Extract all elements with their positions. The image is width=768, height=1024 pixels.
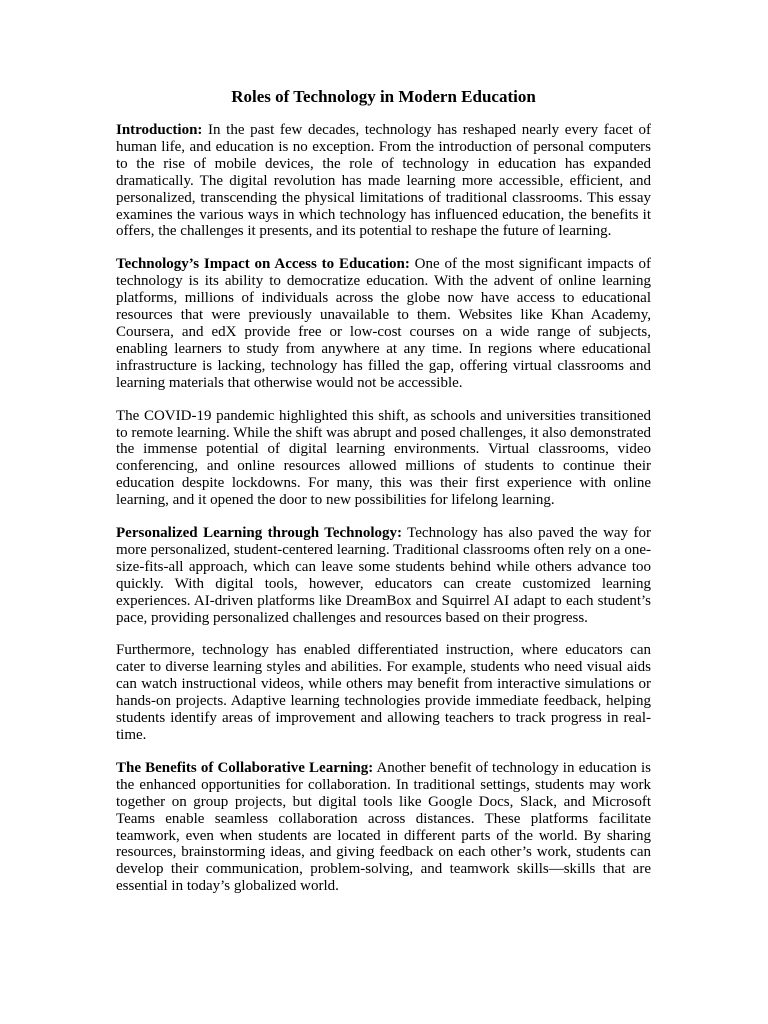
paragraph-heading: Introduction: (116, 122, 203, 138)
paragraph-text: In the past few decades, technology has reshaped nearly every facet of human life, and education is no exception. From the introduction of personal computers to the rise of mobile devices, the role of technology in education has expanded dramatically. The digital revolution has made learning more accessible, efficient, and personalized, transcending the physical limitations of traditional classrooms. This essay examines the various ways in which technology has influenced education, the benefits it offers, the challenges it presents, and its potential to reshape the future of learning. (116, 122, 651, 240)
paragraph-heading: Technology’s Impact on Access to Education: (116, 256, 410, 273)
paragraph-collaborative (116, 760, 651, 895)
paragraph-heading: The Benefits of Collaborative Learning: (116, 759, 374, 776)
paragraph-personalized (116, 525, 651, 626)
document-page (116, 86, 651, 911)
paragraph-text: Technology has also paved the way for more personalized, student-centered learning. Traditional classrooms often rely on a one-size-fits-all approach, which can leave some students behind while others advance too quickly. With digital tools, however, educators can create customized learning experiences. AI-driven platforms like DreamBox and Squirrel AI adapt to each student’s pace, providing personalized challenges and resources based on their progress. (116, 525, 651, 626)
paragraph-covid (116, 408, 651, 509)
paragraph-differentiated (116, 642, 651, 743)
paragraph-heading: Personalized Learning through Technology: (116, 525, 402, 542)
paragraph-text: Furthermore, technology has enabled differentiated instruction, where educators can cater to diverse learning styles and abilities. For example, students who need visual aids can watch instructional videos, while others may benefit from interactive simulations or hands-on projects. Adaptive learning technologies provide immediate feedback, helping students identify areas of improvement and allowing teachers to track progress in real-time. (116, 642, 651, 743)
paragraph-introduction (116, 122, 651, 240)
paragraph-text: One of the most significant impacts of technology is its ability to democratize education. With the advent of online learning platforms, millions of individuals across the globe now have access to educational resources that were previously unavailable to them. Websites like Khan Academy, Coursera, and edX provide free or low-cost courses on a wide range of subjects, enabling learners to study from anywhere at any time. In regions where educational infrastructure is lacking, technology has filled the gap, offering virtual classrooms and learning materials that otherwise would not be accessible. (116, 256, 651, 391)
paragraph-access (116, 256, 651, 391)
paragraph-text: Another benefit of technology in education is the enhanced opportunities for collaboration. In traditional settings, students may work together on group projects, but digital tools like Google Docs, Slack, and Microsoft Teams enable seamless collaboration across distances. These platforms facilitate teamwork, even when students are located in different parts of the world. By sharing resources, brainstorming ideas, and giving feedback on each other’s work, students can develop their communication, problem-solving, and teamwork skills—skills that are essential in today’s globalized world. (116, 759, 651, 895)
paragraph-text: The COVID-19 pandemic highlighted this shift, as schools and universities transitioned to remote learning. While the shift was abrupt and posed challenges, it also demonstrated the immense potential of digital learning environments. Virtual classrooms, video conferencing, and online resources allowed millions of students to continue their education despite lockdowns. For many, this was their first experience with online learning, and it opened the door to new possibilities for lifelong learning. (116, 407, 651, 509)
document-title: Roles of Technology in Modern Education (231, 87, 536, 106)
